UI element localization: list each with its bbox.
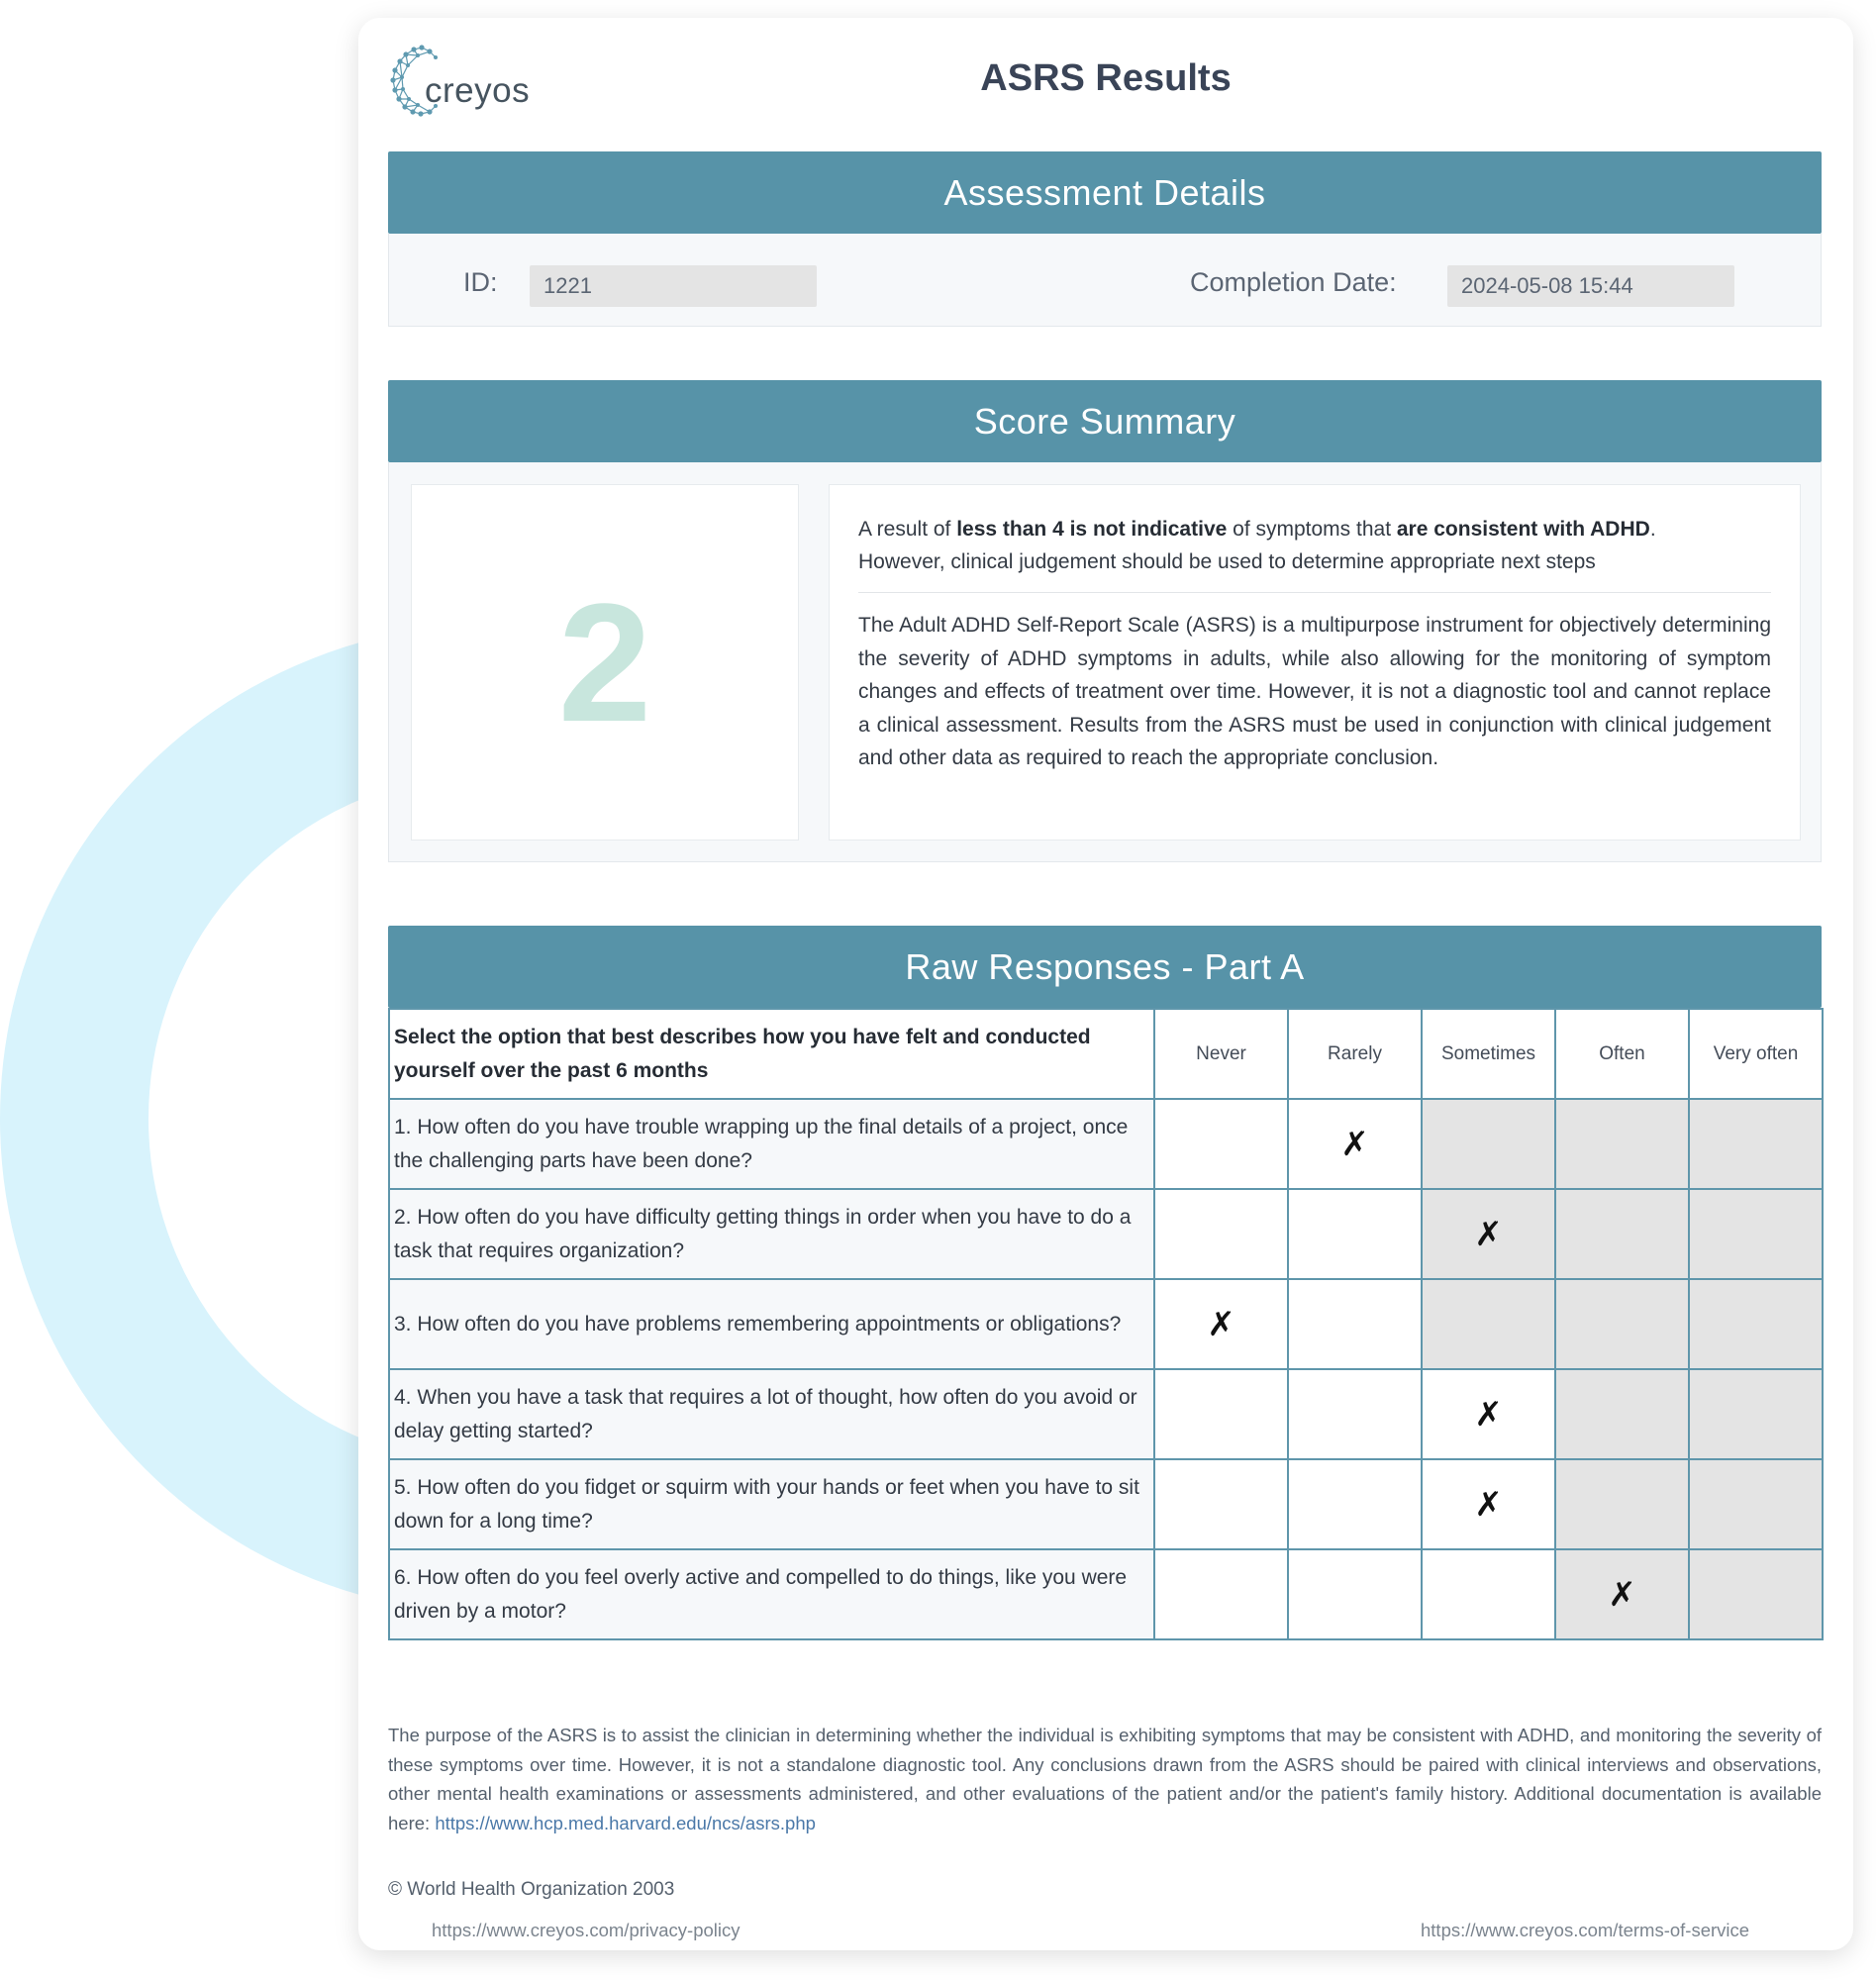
selected-mark-icon: ✗ bbox=[1207, 1305, 1235, 1343]
response-cell-never bbox=[1154, 1279, 1288, 1369]
response-row bbox=[389, 1369, 1823, 1459]
score-box bbox=[411, 484, 799, 841]
privacy-policy-link[interactable]: https://www.creyos.com/privacy-policy bbox=[432, 1920, 741, 1940]
result-threshold: less than 4 is not indicative bbox=[956, 518, 1228, 541]
response-cell-sometimes bbox=[1422, 1099, 1555, 1189]
completion-date-field: 2024-05-08 15:44 bbox=[1447, 265, 1734, 307]
response-row bbox=[389, 1549, 1823, 1639]
score-summary-header: Score Summary bbox=[388, 380, 1822, 462]
result-condition: are consistent with ADHD bbox=[1396, 518, 1650, 541]
response-cell-rarely bbox=[1288, 1279, 1422, 1369]
response-cell-sometimes bbox=[1422, 1189, 1555, 1279]
question-header: Select the option that best describes how you have felt and conducted yourself over the past 6 months bbox=[389, 1009, 1154, 1099]
response-row bbox=[389, 1459, 1823, 1549]
purpose-text: The purpose of the ASRS is to assist the clinician in determining whether the individual is exhibiting symptoms that may be consistent with ADHD, and monitoring the severity of these symptoms over time. However, it is not a standalone diagnostic tool. Any conclusions drawn from the ASRS should be paired with clinical interviews and observations, other mental health examinations or assessments administered, and other evaluations of the patient and/or the patient's family history. Additional documentation is available here: bbox=[388, 1725, 1822, 1833]
asrs-description: The Adult ADHD Self-Report Scale (ASRS) is a multipurpose instrument for objectively determining the severity of ADHD symptoms in adults, while also allowing for the monitoring of symptom changes and effects of treatment over time. However, it is not a diagnostic tool and cannot replace a clinical assessment. Results from the ASRS must be used in conjunction with clinical judgement and other data as required to reach the appropriate conclusion. bbox=[858, 614, 1771, 769]
option-header-never: Never bbox=[1154, 1009, 1288, 1099]
result-text: of symptoms that bbox=[1227, 518, 1397, 541]
response-cell-often bbox=[1555, 1189, 1689, 1279]
documentation-link[interactable]: https://www.hcp.med.harvard.edu/ncs/asrs.php bbox=[435, 1812, 816, 1833]
response-cell-sometimes bbox=[1422, 1279, 1555, 1369]
response-cell-rarely bbox=[1288, 1369, 1422, 1459]
option-header-sometimes: Sometimes bbox=[1422, 1009, 1555, 1099]
question-text: 4. When you have a task that requires a lot of thought, how often do you avoid or delay getting started? bbox=[389, 1369, 1154, 1459]
selected-mark-icon: ✗ bbox=[1608, 1575, 1636, 1614]
response-cell-rarely bbox=[1288, 1189, 1422, 1279]
response-cell-never bbox=[1154, 1369, 1288, 1459]
response-cell-very-often bbox=[1689, 1279, 1823, 1369]
result-text: A result of bbox=[858, 518, 957, 541]
selected-mark-icon: ✗ bbox=[1340, 1125, 1369, 1163]
response-row bbox=[389, 1189, 1823, 1279]
id-label: ID: bbox=[463, 267, 498, 297]
question-text: 5. How often do you fidget or squirm with your hands or feet when you have to sit down for a long time? bbox=[389, 1459, 1154, 1549]
completion-date-label: Completion Date: bbox=[1190, 267, 1397, 297]
page-title: ASRS Results bbox=[980, 57, 1232, 99]
result-interpretation bbox=[858, 513, 1771, 578]
score-value: 2 bbox=[557, 569, 652, 757]
divider bbox=[858, 592, 1771, 593]
response-row bbox=[389, 1099, 1823, 1189]
option-header-very-often: Very often bbox=[1689, 1009, 1823, 1099]
table-header-row bbox=[389, 1009, 1823, 1099]
selected-mark-icon: ✗ bbox=[1474, 1485, 1503, 1524]
response-cell-very-often bbox=[1689, 1369, 1823, 1459]
response-cell-often bbox=[1555, 1459, 1689, 1549]
response-cell-rarely bbox=[1288, 1459, 1422, 1549]
selected-mark-icon: ✗ bbox=[1474, 1215, 1503, 1253]
response-cell-sometimes bbox=[1422, 1369, 1555, 1459]
assessment-details-panel bbox=[388, 234, 1822, 327]
response-row bbox=[389, 1279, 1823, 1369]
question-text: 6. How often do you feel overly active and compelled to do things, like you were driven by a motor? bbox=[389, 1549, 1154, 1639]
response-cell-very-often bbox=[1689, 1459, 1823, 1549]
result-guidance: However, clinical judgement should be used to determine appropriate next steps bbox=[858, 550, 1596, 573]
question-text: 2. How often do you have difficulty getting things in order when you have to do a task that requires organization? bbox=[389, 1189, 1154, 1279]
response-cell-very-often bbox=[1689, 1549, 1823, 1639]
response-cell-often bbox=[1555, 1369, 1689, 1459]
assessment-details-header: Assessment Details bbox=[388, 151, 1822, 234]
id-field: 1221 bbox=[530, 265, 817, 307]
score-summary-panel bbox=[388, 462, 1822, 862]
report-page bbox=[358, 18, 1853, 1950]
question-text: 3. How often do you have problems remembering appointments or obligations? bbox=[389, 1279, 1154, 1369]
response-cell-very-often bbox=[1689, 1189, 1823, 1279]
response-cell-never bbox=[1154, 1189, 1288, 1279]
option-header-often: Often bbox=[1555, 1009, 1689, 1099]
raw-responses-header: Raw Responses - Part A bbox=[388, 926, 1822, 1008]
response-cell-sometimes bbox=[1422, 1459, 1555, 1549]
response-cell-sometimes bbox=[1422, 1549, 1555, 1639]
response-cell-very-often bbox=[1689, 1099, 1823, 1189]
asrs-purpose-note bbox=[388, 1721, 1822, 1837]
logo-wordmark: creyos bbox=[425, 71, 531, 110]
question-text: 1. How often do you have trouble wrapping up the final details of a project, once the challenging parts have been done? bbox=[389, 1099, 1154, 1189]
terms-of-service-link[interactable]: https://www.creyos.com/terms-of-service bbox=[1421, 1920, 1750, 1940]
responses-body bbox=[389, 1099, 1823, 1639]
response-cell-often bbox=[1555, 1549, 1689, 1639]
response-cell-never bbox=[1154, 1549, 1288, 1639]
response-cell-never bbox=[1154, 1099, 1288, 1189]
responses-table bbox=[388, 1008, 1824, 1640]
response-cell-rarely bbox=[1288, 1099, 1422, 1189]
option-header-rarely: Rarely bbox=[1288, 1009, 1422, 1099]
result-text: . bbox=[1649, 518, 1656, 541]
copyright: © World Health Organization 2003 bbox=[388, 1879, 675, 1900]
response-cell-often bbox=[1555, 1279, 1689, 1369]
response-cell-never bbox=[1154, 1459, 1288, 1549]
score-interpretation-box bbox=[829, 484, 1801, 841]
selected-mark-icon: ✗ bbox=[1474, 1395, 1503, 1434]
response-cell-often bbox=[1555, 1099, 1689, 1189]
response-cell-rarely bbox=[1288, 1549, 1422, 1639]
